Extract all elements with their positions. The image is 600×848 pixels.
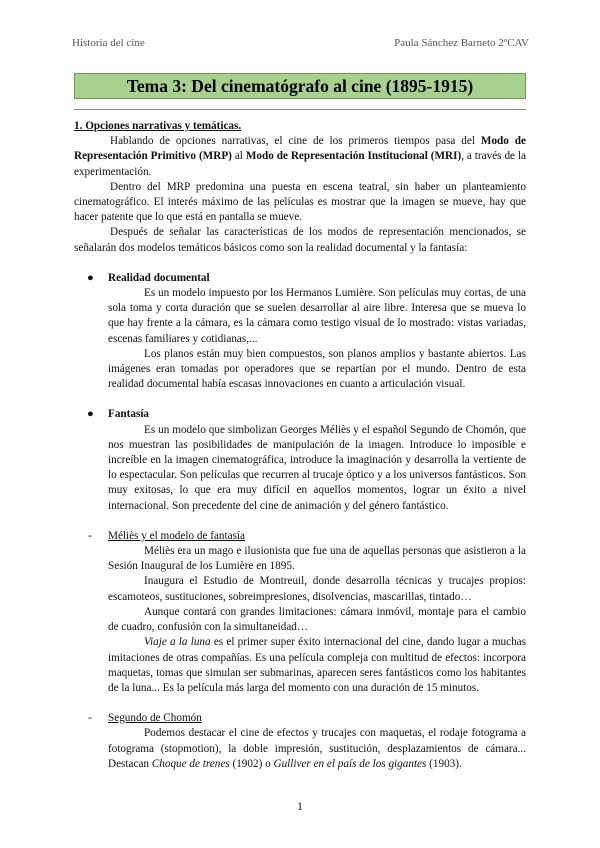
- paragraph: Viaje a la luna es el primer super éxito internacional del cine, dando lugar a muchas imitaciones de otras compañías. Es una película compleja con multitud de efectos: incorpora maquetas, tomas que simulan ser submarinas, aparecen seres fantásticos como los habitantes de la luna... Es la película más larga del momento con una duración de 15 minutos.: [108, 636, 527, 694]
- title-divider: [74, 109, 526, 110]
- realidad-section: [74, 286, 526, 392]
- header-right: Paula Sánchez Barneto 2ºCAV: [394, 37, 529, 49]
- page-number: 1: [297, 799, 303, 813]
- paragraph: Es un modelo que simbolizan Georges Méliès y el español Segundo de Chomón, que nos muestran las posibilidades de manipulación de la imagen. Introduce lo imposible e increíble en la imagen cinematográfica, introduce la imaginación y desarrolla la vertiente de lo espectacular. Son películas que recurren al trucaje óptico y a los universos fantásticos. Son muy exitosas, lo que era muy difícil en aquellos momentos, lograr un éxito a nivel internacional. Son precedente del cine de animación y del género fantástico.: [108, 423, 526, 512]
- paragraph: Después de señalar las características de los modos de representación mencionados, se señalarán dos modelos temáticos básicos como son la realidad documental y la fantasía:: [74, 226, 526, 254]
- paragraph: Podemos destacar el cine de efectos y trucajes con maquetas, el rodaje fotograma a fotograma (stopmotion), la doble impresión, sustitución, desplazamientos de cámara... Destacan Choque de trenes (1902) o Gulliver en el país de los gigantes (1903).: [108, 727, 526, 770]
- page-title: Tema 3: Del cinematógrafo al cine (1895-1915): [74, 73, 526, 99]
- document-body: [74, 119, 526, 772]
- paragraph: Aunque contará con grandes limitaciones: cámara inmóvil, montaje para el cambio de cuadro, confusión con la simultaneidad…: [108, 605, 526, 634]
- header-left: Historia del cine: [72, 37, 145, 49]
- bullet-heading-fantasia: ● Fantasía: [74, 407, 526, 422]
- paragraph: Los planos están muy bien compuestos, son planos amplios y bastante abiertos. Las imágenes eran tomadas por operadores que se repartían por el mundo. Dentro de esta realidad documental había escasas innovaciones en cuanto a articulación visual.: [108, 347, 526, 391]
- paragraph: Dentro del MRP predomina una puesta en escena teatral, sin haber un planteamiento cinematográfico. El interés máximo de las películas es mostrar que la imagen se mueve, hay que hacer patente que lo que está en pantalla se mueve.: [74, 180, 526, 224]
- dash-heading-melies: - Méliès y el modelo de fantasía: [88, 529, 246, 542]
- fantasia-section: [74, 423, 526, 514]
- bullet-icon: ●: [87, 408, 94, 421]
- bullet-icon: ●: [87, 271, 94, 284]
- dash-heading-chomon: - Segundo de Chomón: [88, 712, 202, 725]
- bullet-heading-realidad: ● Realidad documental: [74, 271, 526, 286]
- chomon-section: [74, 726, 526, 772]
- paragraph: Hablando de opciones narrativas, el cine de los primeros tiempos pasa del Modo de Representación Primitivo (MRP) al Modo de Representación Institucional (MRI), a través de la experimentación.: [74, 135, 527, 178]
- paragraph: Inaugura el Estudio de Montreuil, donde desarrolla técnicas y trucajes propios: escamoteos, sustituciones, sobreimpresiones, disolvencias, mascarillas, tintado…: [108, 575, 526, 603]
- melies-section: [74, 544, 526, 696]
- paragraph: Es un modelo impuesto por los Hermanos Lumière. Son películas muy cortas, de una sola toma y corta duración que se suelen desarrollar al aire libre. Interesa que se mueva lo que hay frente a la cámara, es la cámara como testigo visual de lo mostrado: vistas variadas, escenas familiares y cotidianas,...: [108, 287, 526, 345]
- paragraph: Méliès era un mago e ilusionista que fue una de aquellas personas que asistieron a la Sesión Inaugural de los Lumière en 1895.: [108, 545, 526, 573]
- section-heading: 1. Opciones narrativas y temáticas.: [74, 120, 242, 132]
